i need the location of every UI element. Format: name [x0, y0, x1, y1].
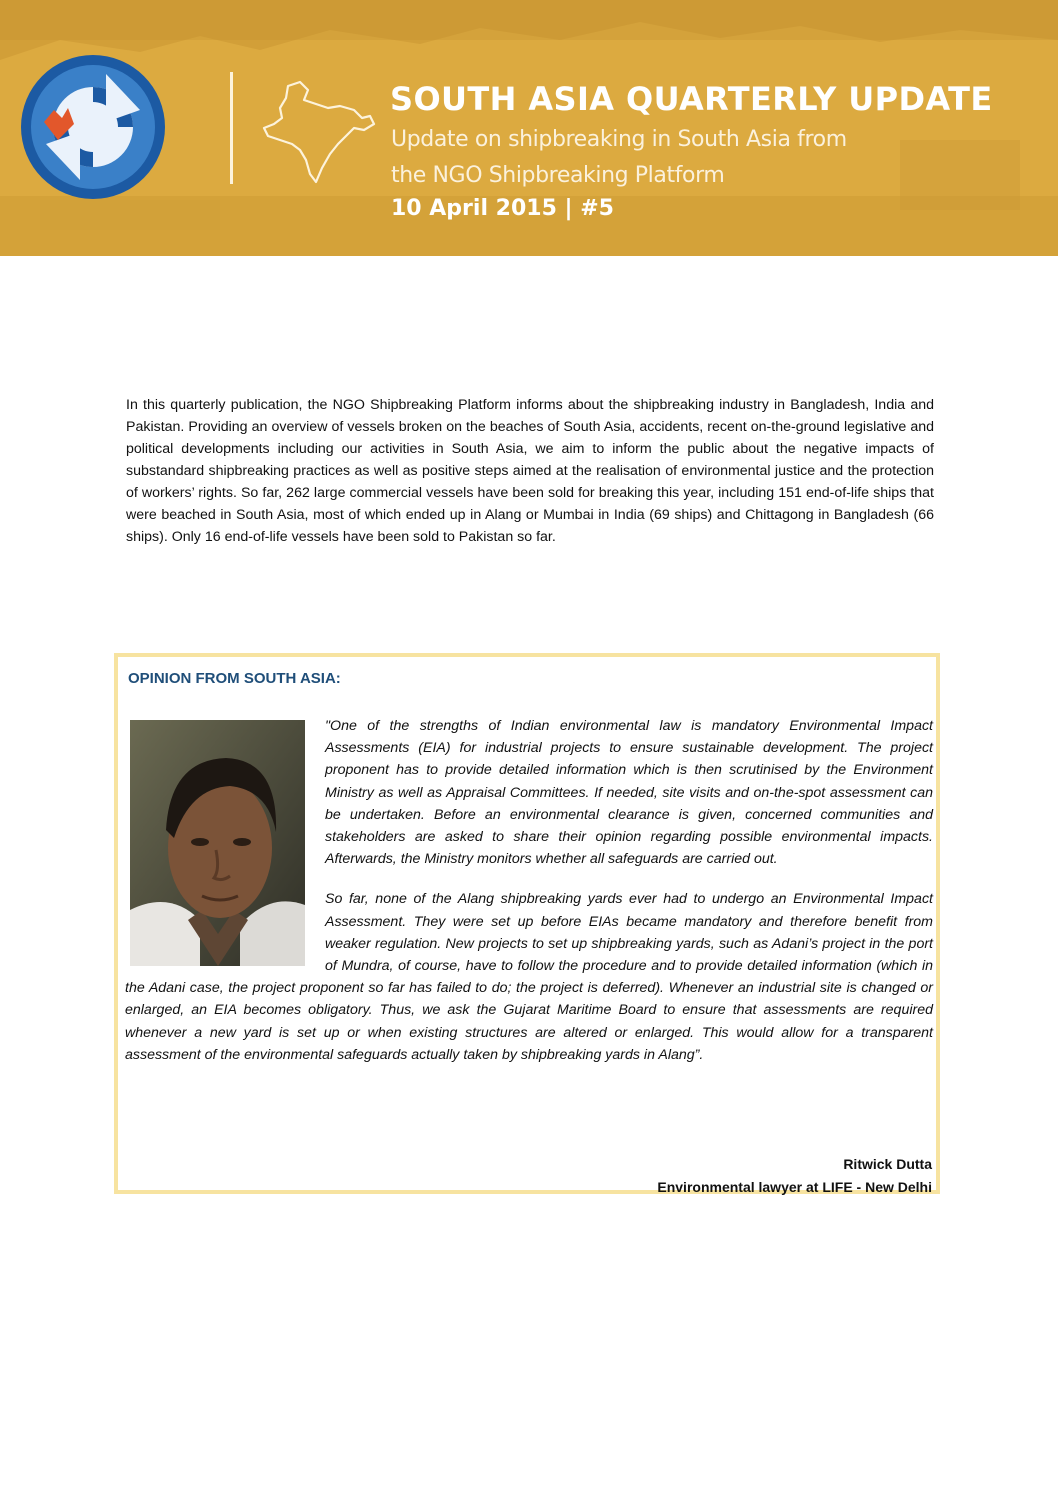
opinion-quote: [125, 715, 933, 1066]
circular-arrow-logo-icon: [18, 52, 168, 202]
quote-paragraph-2: So far, none of the Alang shipbreaking yards ever had to undergo an Environmental Impact Assessment. They were set up before EIAs became mandatory and therefore benefit from weaker regulation. New projects to set up shipbreaking yards, such as Adani’s project in the port of Mundra, of course, have to follow the procedure and to provide detailed information (which in the Adani case, the project proponent so far has failed to do; the project is deferred). Whenever an industrial site is changed or enlarged, an EIA becomes obligatory. Thus, we ask the Gujarat Maritime Board to ensure that assessments are required whenever a new yard is set up or when existing structures are altered or enlarged. This would allow for a transparent assessment of the environmental safeguards actually taken by shipbreaking yards in Alang”.: [125, 891, 933, 1063]
intro-paragraph: In this quarterly publication, the NGO Shipbreaking Platform informs about the shipbreaking industry in Bangladesh, India and Pakistan. Providing an overview of vessels broken on the beaches of South Asia, accidents, recent on-the-ground legislative and political developments including our activities in South Asia, we aim to inform the public about the negative impacts of substandard shipbreaking practices as well as positive steps aimed at the realisation of environmental justice and the protection of workers’ rights. So far, 262 large commercial vessels have been sold for breaking this year, including 151 end-of-life ships that were beached in South Asia, most of which ended up in Alang or Mumbai in India (69 ships) and Chittagong in Bangladesh (66 ships). Only 16 end-of-life vessels have been sold to Pakistan so far.: [126, 397, 934, 545]
banner-title: SOUTH ASIA QUARTERLY UPDATE: [390, 80, 993, 118]
opinion-heading: OPINION FROM SOUTH ASIA:: [128, 670, 341, 687]
banner-date-issue: 10 April 2015 | #5: [391, 196, 614, 221]
header-banner: [0, 0, 1058, 256]
quote-paragraph-1: "One of the strengths of Indian environmental law is mandatory Environmental Impact Assessments (EIA) for industrial projects to ensure sustainable development. The project proponent has to provide detailed information which is then scrutinised by the Environment Ministry as well as Appraisal Committees. If needed, site visits and on-the-spot assessment can be undertaken. Before an environmental clearance is given, concerned communities and stakeholders are asked to share their opinion regarding possible environmental impacts. Afterwards, the Ministry monitors whether all safeguards are carried out.: [325, 718, 933, 868]
india-map-outline-icon: [258, 78, 378, 188]
author-role: Environmental lawyer at LIFE - New Delhi: [657, 1179, 932, 1195]
author-name: Ritwick Dutta: [843, 1156, 932, 1172]
portrait-spacer: [125, 715, 325, 967]
quote-signature: [657, 1153, 932, 1199]
opinion-box: [114, 653, 940, 1194]
header-divider: [230, 72, 233, 184]
banner-subtitle: Update on shipbreaking in South Asia from the NGO Shipbreaking Platform: [391, 127, 847, 188]
